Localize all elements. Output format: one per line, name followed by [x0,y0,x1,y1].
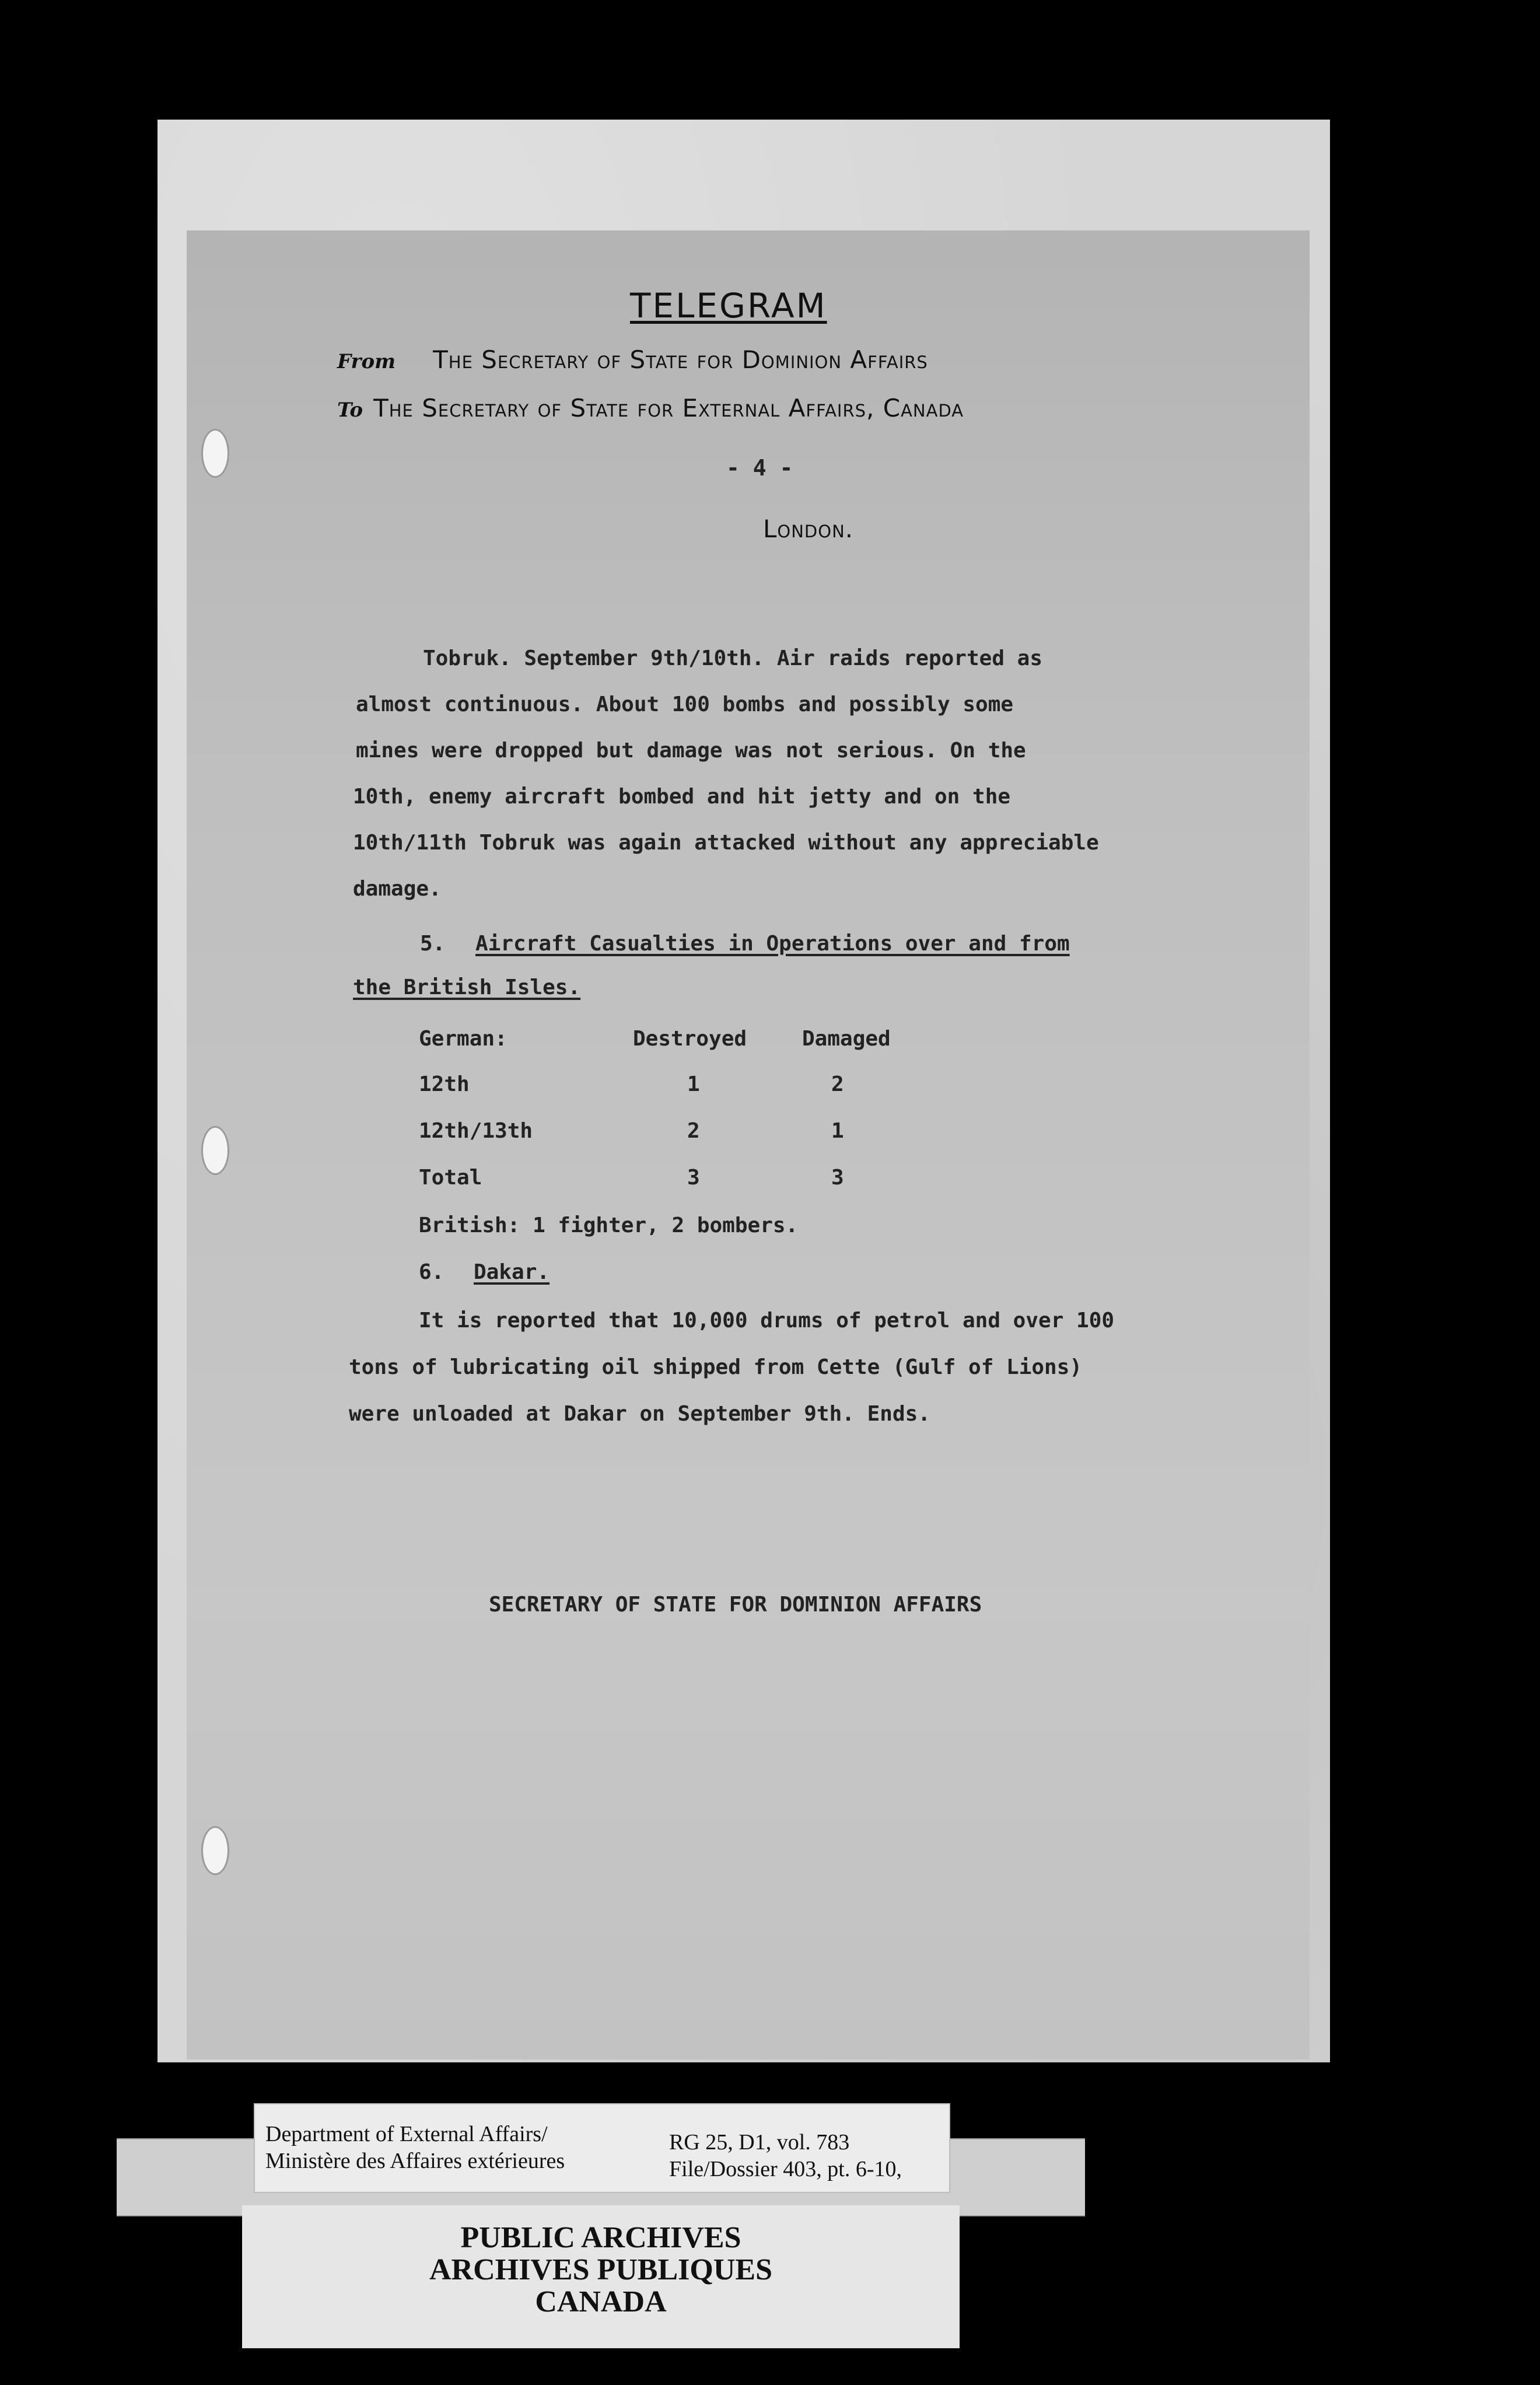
punch-hole [201,429,229,478]
ref-line: RG 25, D1, vol. 783 [669,2130,850,2155]
british-line: British: 1 fighter, 2 bombers. [419,1214,799,1237]
archive-stamp-line: CANADA [535,2285,667,2318]
section-6-heading: Dakar. [474,1260,550,1284]
table-cell: Total [419,1166,482,1190]
body-line: 10th/11th Tobruk was again attacked without any appreciable [353,831,1099,855]
place-label: London. [763,515,854,543]
section-5-heading-cont: the British Isles. [353,975,581,999]
signature: SECRETARY OF STATE FOR DOMINION AFFAIRS [489,1593,982,1617]
table-header-german: German: [419,1027,508,1051]
public-archives-stamp [242,2205,960,2348]
body-line: almost continuous. About 100 bombs and possibly some [356,693,1014,716]
to-line [337,394,964,422]
page-number: - 4 - [726,455,793,481]
table-cell: 1 [687,1072,700,1096]
table-cell: 12th [419,1072,470,1096]
to-label: To [337,398,363,422]
table-cell: 3 [687,1166,700,1190]
table-cell: 1 [831,1119,844,1143]
section-6-number: 6. [419,1260,444,1284]
dept-line: Department of External Affairs/ [265,2122,548,2146]
archive-stamp-line: PUBLIC ARCHIVES [460,2221,741,2254]
body-line: tons of lubricating oil shipped from Cette (Gulf of Lions) [349,1355,1083,1379]
archive-reference-label [254,2103,950,2193]
telegram-title: TELEGRAM [630,286,827,326]
table-cell: 2 [687,1119,700,1143]
body-line: Tobruk. September 9th/10th. Air raids reported as [423,646,1043,670]
body-line: It is reported that 10,000 drums of petrol and over 100 [419,1309,1115,1333]
punch-hole [201,1826,229,1875]
body-line: mines were dropped but damage was not serious. On the [356,739,1026,763]
from-line [337,345,928,374]
to-value: The Secretary of State for External Affairs, Canada [373,394,964,422]
punch-hole [201,1126,229,1175]
archive-stamp-line: ARCHIVES PUBLIQUES [429,2253,773,2286]
section-5-number: 5. [420,932,446,956]
body-line: damage. [353,877,442,901]
body-line: were unloaded at Dakar on September 9th. Ends. [349,1402,930,1426]
telegram-sheet [187,230,1310,2059]
table-cell: 2 [831,1072,844,1096]
table-cell: 12th/13th [419,1119,533,1143]
section-5-heading: Aircraft Casualties in Operations over and from [475,932,1070,956]
from-label: From [337,350,396,373]
ref-line: File/Dossier 403, pt. 6-10, [669,2157,902,2181]
table-cell: 3 [831,1166,844,1190]
table-header-destroyed: Destroyed [633,1027,747,1051]
body-line: 10th, enemy aircraft bombed and hit jetty and on the [353,785,1011,809]
dept-line: Ministère des Affaires extérieures [265,2149,565,2173]
table-header-damaged: Damaged [802,1027,891,1051]
from-value: The Secretary of State for Dominion Affairs [433,345,928,374]
